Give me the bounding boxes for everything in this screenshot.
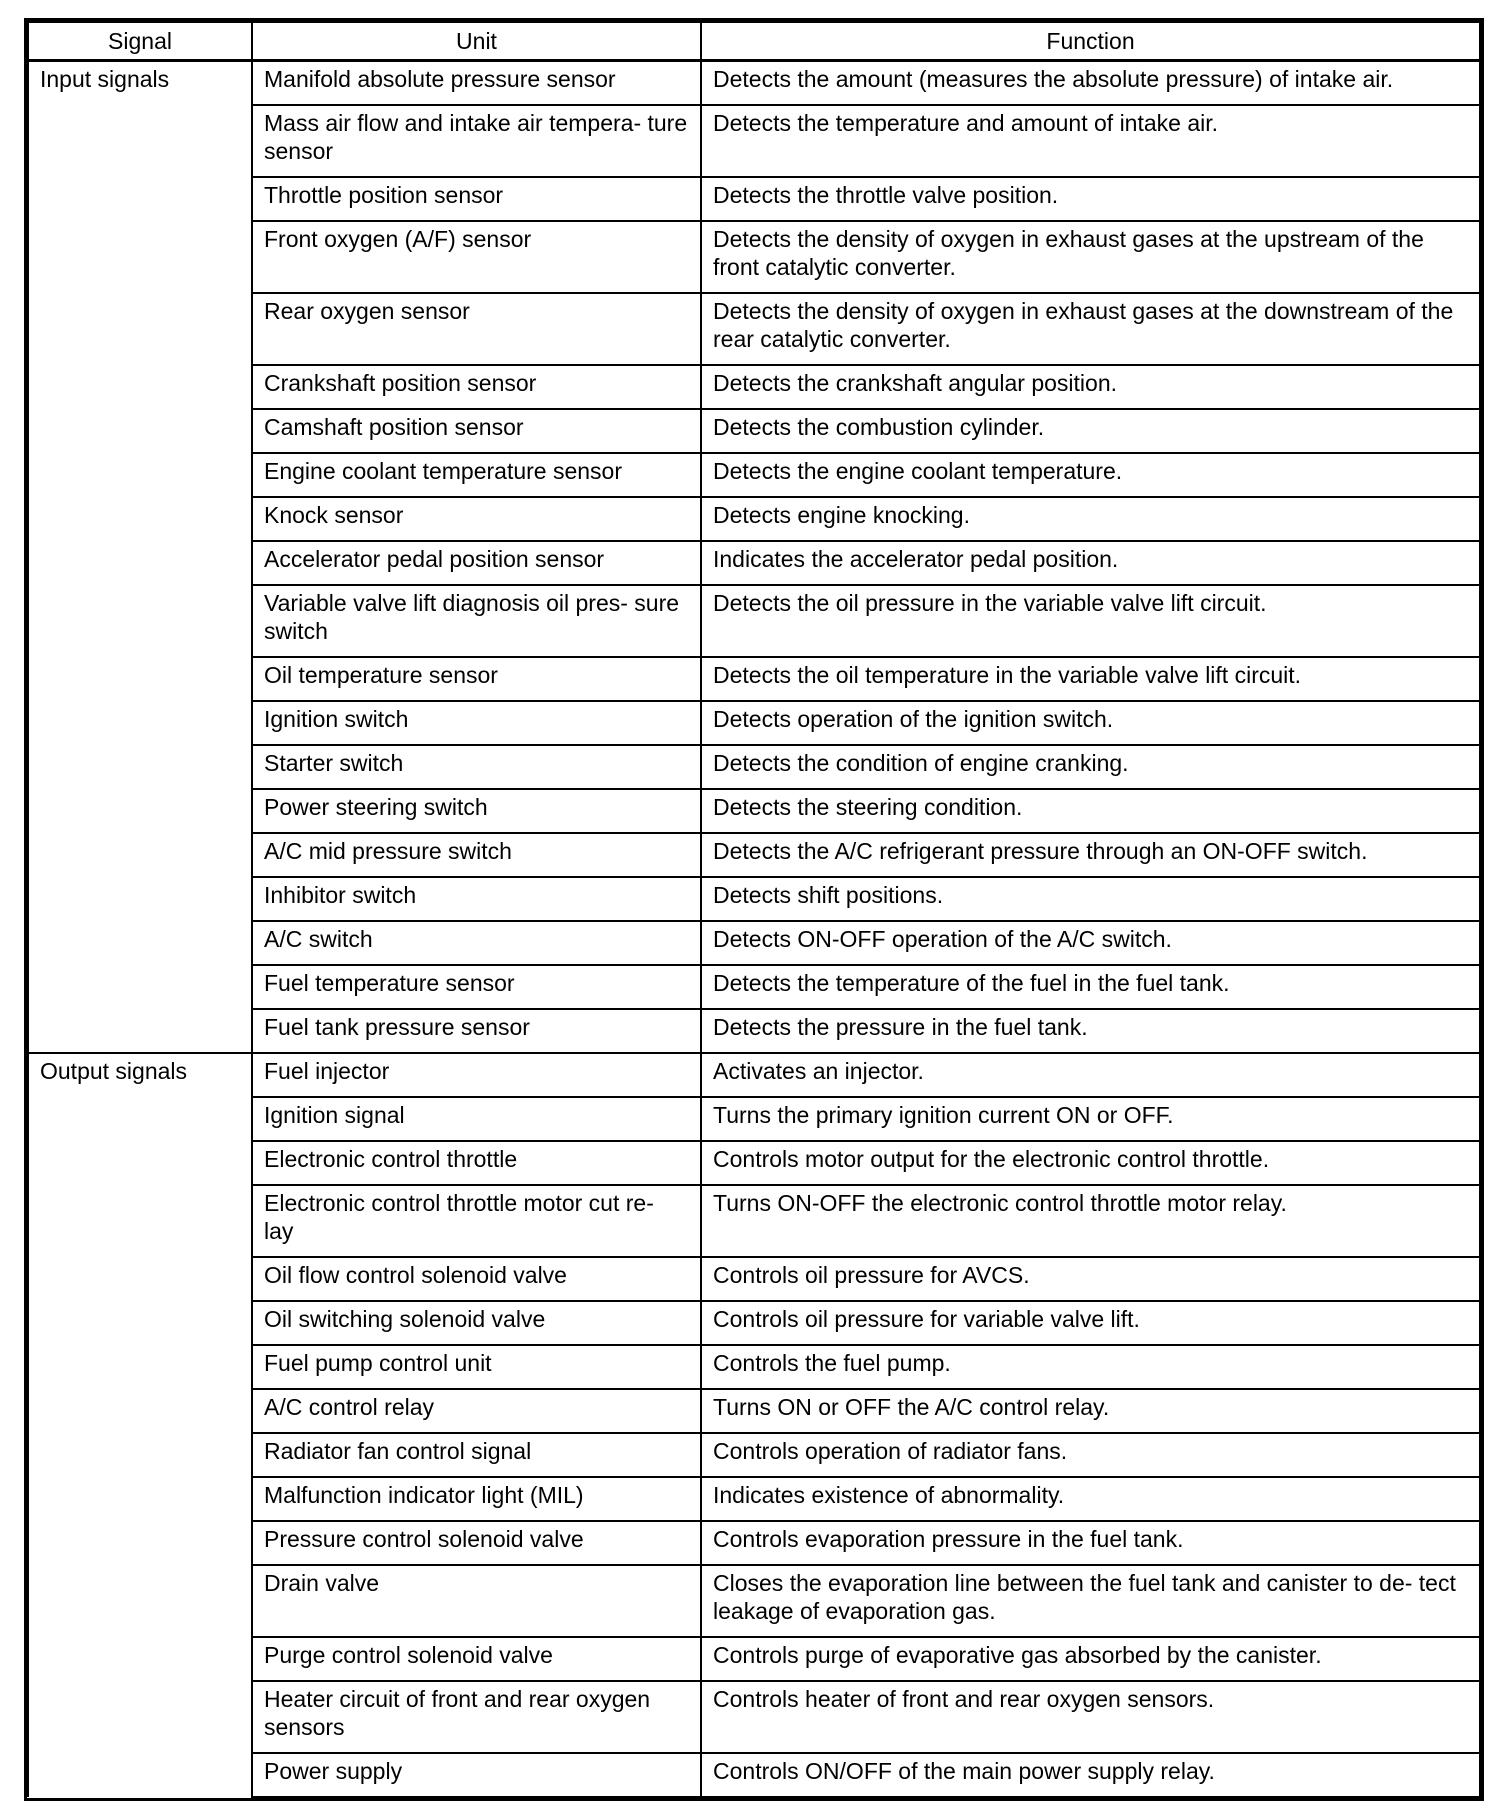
- function-cell: Detects operation of the ignition switch.: [701, 701, 1480, 745]
- unit-cell: Power steering switch: [252, 789, 701, 833]
- function-cell: Detects ON-OFF operation of the A/C switch.: [701, 921, 1480, 965]
- unit-cell: Fuel pump control unit: [252, 1345, 701, 1389]
- function-cell: Detects the amount (measures the absolute pressure) of intake air.: [701, 61, 1480, 106]
- unit-cell: Fuel tank pressure sensor: [252, 1009, 701, 1053]
- unit-cell: Manifold absolute pressure sensor: [252, 61, 701, 106]
- unit-cell: A/C mid pressure switch: [252, 833, 701, 877]
- function-cell: Controls oil pressure for variable valve lift.: [701, 1301, 1480, 1345]
- function-cell: Detects the combustion cylinder.: [701, 409, 1480, 453]
- unit-cell: Engine coolant temperature sensor: [252, 453, 701, 497]
- function-cell: Activates an injector.: [701, 1053, 1480, 1097]
- unit-cell: Variable valve lift diagnosis oil pres- sure switch: [252, 585, 701, 657]
- signal-group-label: Output signals: [28, 1053, 252, 1797]
- function-cell: Controls heater of front and rear oxygen sensors.: [701, 1681, 1480, 1753]
- unit-cell: Fuel temperature sensor: [252, 965, 701, 1009]
- unit-cell: Inhibitor switch: [252, 877, 701, 921]
- unit-cell: Power supply: [252, 1753, 701, 1797]
- function-cell: Closes the evaporation line between the fuel tank and canister to de- tect leakage of evaporation gas.: [701, 1565, 1480, 1637]
- unit-cell: Pressure control solenoid valve: [252, 1521, 701, 1565]
- function-cell: Controls oil pressure for AVCS.: [701, 1257, 1480, 1301]
- signal-table-frame: [24, 18, 1484, 1801]
- function-cell: Indicates existence of abnormality.: [701, 1477, 1480, 1521]
- header-unit: Unit: [252, 22, 701, 61]
- unit-cell: Ignition signal: [252, 1097, 701, 1141]
- unit-cell: Front oxygen (A/F) sensor: [252, 221, 701, 293]
- function-cell: Turns ON-OFF the electronic control throttle motor relay.: [701, 1185, 1480, 1257]
- unit-cell: Electronic control throttle motor cut re- lay: [252, 1185, 701, 1257]
- table-row: [28, 1053, 1480, 1097]
- unit-cell: Heater circuit of front and rear oxygen sensors: [252, 1681, 701, 1753]
- unit-cell: Starter switch: [252, 745, 701, 789]
- function-cell: Detects the engine coolant temperature.: [701, 453, 1480, 497]
- function-cell: Turns ON or OFF the A/C control relay.: [701, 1389, 1480, 1433]
- unit-cell: Malfunction indicator light (MIL): [252, 1477, 701, 1521]
- function-cell: Detects the density of oxygen in exhaust gases at the upstream of the front catalytic converter.: [701, 221, 1480, 293]
- table-row: [28, 61, 1480, 106]
- signal-table: [27, 21, 1481, 1798]
- header-row: [28, 22, 1480, 61]
- function-cell: Controls evaporation pressure in the fuel tank.: [701, 1521, 1480, 1565]
- unit-cell: Electronic control throttle: [252, 1141, 701, 1185]
- unit-cell: Camshaft position sensor: [252, 409, 701, 453]
- function-cell: Controls motor output for the electronic control throttle.: [701, 1141, 1480, 1185]
- function-cell: Detects the throttle valve position.: [701, 177, 1480, 221]
- function-cell: Detects the oil temperature in the variable valve lift circuit.: [701, 657, 1480, 701]
- function-cell: Detects the density of oxygen in exhaust gases at the downstream of the rear catalytic converter.: [701, 293, 1480, 365]
- function-cell: Detects the temperature of the fuel in the fuel tank.: [701, 965, 1480, 1009]
- function-cell: Detects the crankshaft angular position.: [701, 365, 1480, 409]
- function-cell: Controls purge of evaporative gas absorbed by the canister.: [701, 1637, 1480, 1681]
- unit-cell: Rear oxygen sensor: [252, 293, 701, 365]
- function-cell: Detects the A/C refrigerant pressure through an ON-OFF switch.: [701, 833, 1480, 877]
- unit-cell: A/C control relay: [252, 1389, 701, 1433]
- header-function: Function: [701, 22, 1480, 61]
- header-signal: Signal: [28, 22, 252, 61]
- unit-cell: Purge control solenoid valve: [252, 1637, 701, 1681]
- unit-cell: Knock sensor: [252, 497, 701, 541]
- function-cell: Controls operation of radiator fans.: [701, 1433, 1480, 1477]
- function-cell: Controls ON/OFF of the main power supply relay.: [701, 1753, 1480, 1797]
- function-cell: Controls the fuel pump.: [701, 1345, 1480, 1389]
- function-cell: Detects the pressure in the fuel tank.: [701, 1009, 1480, 1053]
- function-cell: Detects the oil pressure in the variable valve lift circuit.: [701, 585, 1480, 657]
- unit-cell: Fuel injector: [252, 1053, 701, 1097]
- unit-cell: Oil flow control solenoid valve: [252, 1257, 701, 1301]
- unit-cell: Ignition switch: [252, 701, 701, 745]
- function-cell: Detects shift positions.: [701, 877, 1480, 921]
- function-cell: Turns the primary ignition current ON or OFF.: [701, 1097, 1480, 1141]
- unit-cell: Radiator fan control signal: [252, 1433, 701, 1477]
- unit-cell: Crankshaft position sensor: [252, 365, 701, 409]
- unit-cell: Throttle position sensor: [252, 177, 701, 221]
- unit-cell: A/C switch: [252, 921, 701, 965]
- unit-cell: Mass air flow and intake air tempera- ture sensor: [252, 105, 701, 177]
- unit-cell: Drain valve: [252, 1565, 701, 1637]
- unit-cell: Oil switching solenoid valve: [252, 1301, 701, 1345]
- signal-group-label: Input signals: [28, 61, 252, 1054]
- function-cell: Detects the condition of engine cranking.: [701, 745, 1480, 789]
- unit-cell: Oil temperature sensor: [252, 657, 701, 701]
- function-cell: Detects engine knocking.: [701, 497, 1480, 541]
- function-cell: Indicates the accelerator pedal position.: [701, 541, 1480, 585]
- unit-cell: Accelerator pedal position sensor: [252, 541, 701, 585]
- function-cell: Detects the temperature and amount of intake air.: [701, 105, 1480, 177]
- function-cell: Detects the steering condition.: [701, 789, 1480, 833]
